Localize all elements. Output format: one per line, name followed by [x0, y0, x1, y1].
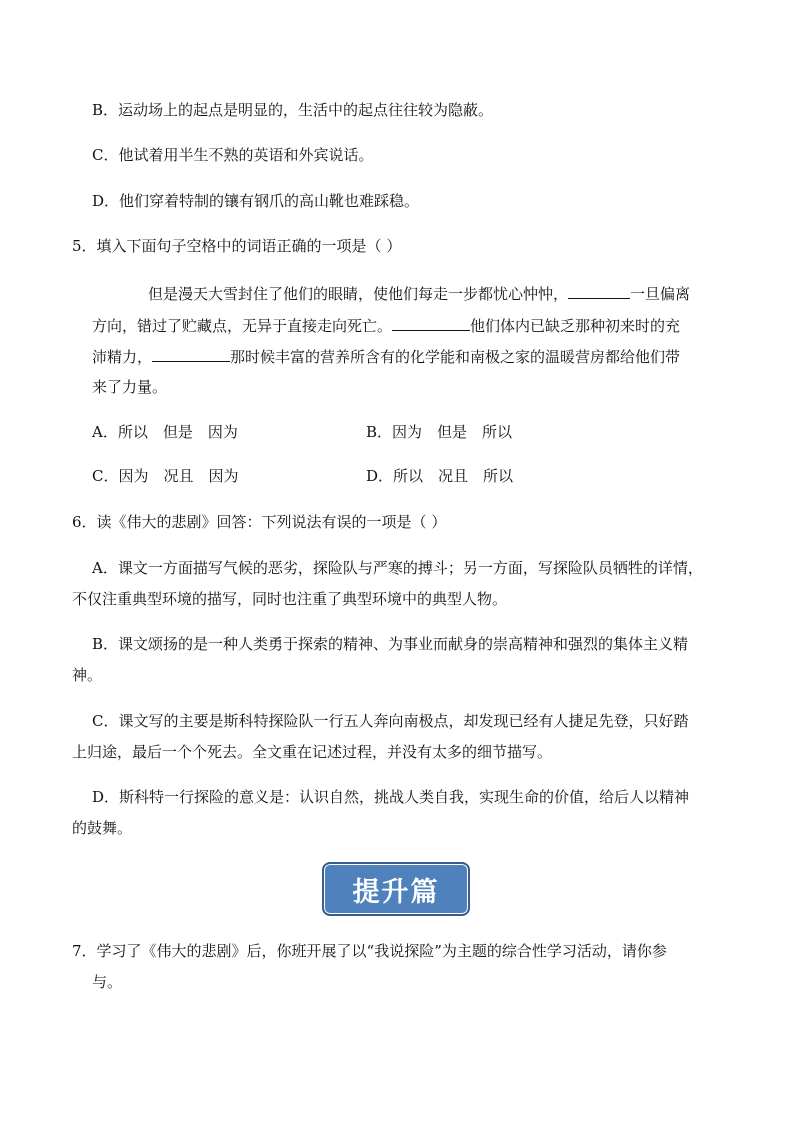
q6-option-a-line-2: 不仅注重典型环境的描写，同时也注重了典型环境中的典型人物。	[72, 590, 508, 608]
q6-option-c-line-1: C．课文写的主要是斯科特探险队一行五人奔向南极点，却发现已经有人捷足先登，只好踏	[92, 712, 689, 730]
q5-passage-line-1	[148, 282, 690, 305]
q7-line-1: 7．学习了《伟大的悲剧》后，你班开展了以“我说探险”为主题的综合性学习活动，请你参	[72, 942, 667, 960]
q5-blank-2	[392, 314, 470, 331]
q5-passage-line-3	[92, 345, 680, 368]
q5-option-a: A．所以 但是 因为	[92, 423, 238, 441]
q5-passage-text: 他们体内已缺乏那种初来时的充	[470, 317, 681, 335]
q5-passage-text: 沛精力，	[92, 348, 153, 366]
q6-option-a-line-1: A．课文一方面描写气候的恶劣，探险队与严寒的搏斗；另一方面，写探险队员牺牲的详情，	[92, 559, 703, 577]
q5-passage-text: 那时候丰富的营养所含有的化学能和南极之家的温暖营房都给他们带	[230, 348, 681, 366]
q5-passage-line-4: 来了力量。	[92, 378, 168, 396]
section-banner-label: 提升篇	[352, 876, 440, 908]
q5-passage-text: 但是漫天大雪封住了他们的眼睛，使他们每走一步都忧心忡忡，	[148, 285, 569, 303]
q6-stem: 6．读《伟大的悲剧》回答：下列说法有误的一项是（ ）	[72, 513, 447, 531]
q5-passage-text: 方向，错过了贮藏点，无异于直接走向死亡。	[92, 317, 393, 335]
q5-passage-line-2	[92, 314, 680, 337]
q5-passage-text: 一旦偏离	[630, 285, 691, 303]
q6-option-d-line-2: 的鼓舞。	[72, 819, 133, 837]
q6-option-b-line-2: 神。	[72, 666, 103, 684]
q5-option-d: D．所以 况且 所以	[366, 467, 514, 485]
q4-option-b: B．运动场上的起点是明显的，生活中的起点往往较为隐蔽。	[92, 101, 494, 119]
q6-option-b-line-1: B．课文颂扬的是一种人类勇于探索的精神、为事业而献身的崇高精神和强烈的集体主义精	[92, 635, 689, 653]
q5-option-b: B．因为 但是 所以	[366, 423, 513, 441]
q5-blank-3	[152, 345, 230, 362]
q4-option-c: C．他试着用半生不熟的英语和外宾说话。	[92, 146, 374, 164]
q7-line-2: 与。	[92, 973, 123, 991]
q6-option-d-line-1: D．斯科特一行探险的意义是：认识自然，挑战人类自我，实现生命的价值，给后人以精神	[92, 788, 690, 806]
q4-option-d: D．他们穿着特制的镶有钢爪的高山靴也难踩稳。	[92, 192, 420, 210]
section-banner	[322, 862, 470, 916]
q5-stem: 5．填入下面句子空格中的词语正确的一项是（ ）	[72, 237, 402, 255]
q5-blank-1	[568, 282, 630, 299]
q5-option-c: C．因为 况且 因为	[92, 467, 239, 485]
q6-option-c-line-2: 上归途，最后一个个死去。全文重在记述过程，并没有太多的细节描写。	[72, 743, 553, 761]
